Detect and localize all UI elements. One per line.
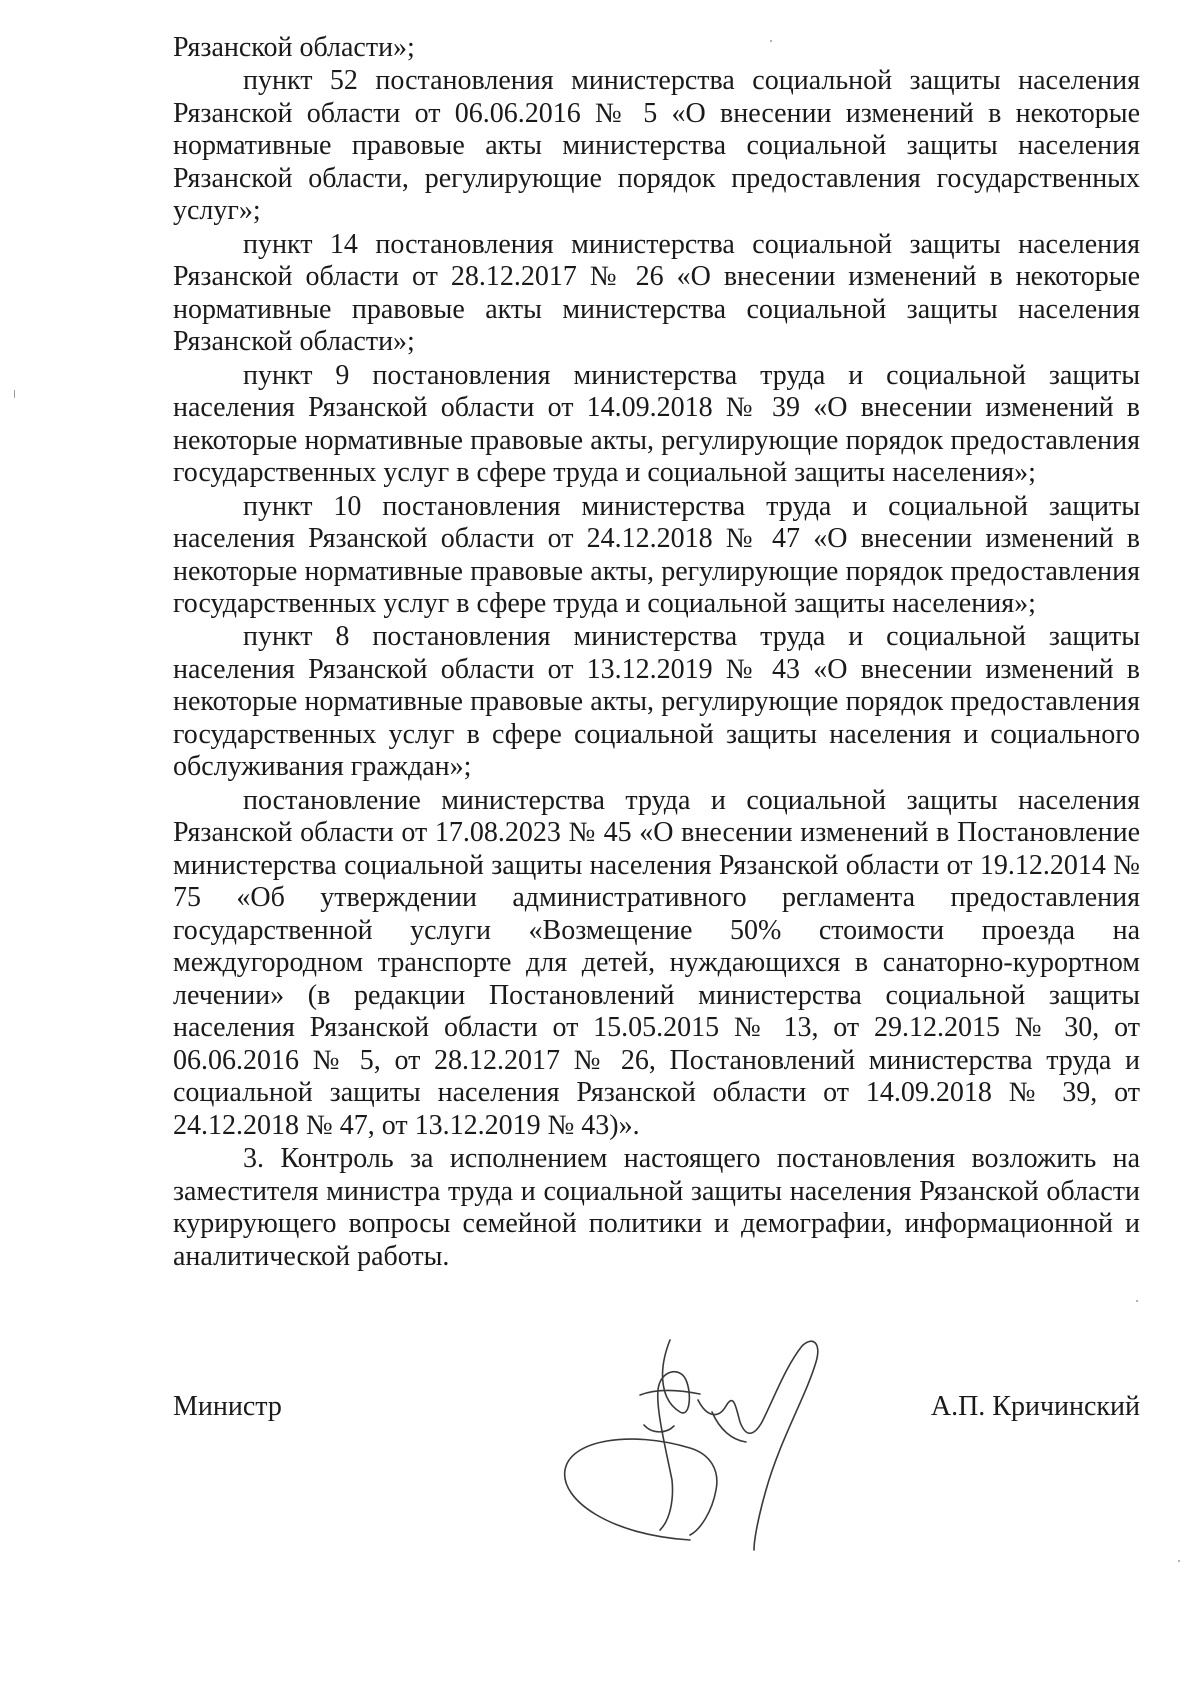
paragraph-0: Рязанской области»; [173,32,415,63]
signatory-name: А.П. Кричинский [930,1391,1140,1422]
paragraph-4: пункт 10 постановления министерства труда и социальной защиты населения Рязанской области от 24.12.2018 № 47 «О внесении изменений в некоторые нормативные правовые акты, регулирующие порядок предоставления государственных услуг в сфере труда и социальной защиты населения»; [173,490,1140,620]
paragraph-3: пункт 9 постановления министерства труда и социальной защиты населения Рязанской области от 14.09.2018 № 39 «О внесении изменений в некоторые нормативные правовые акты, регулирующие порядок предоставления государственных услуг в сфере труда и социальной защиты населения»; [173,359,1140,489]
signatory-title: Министр [173,1391,282,1422]
paragraph-5: пункт 8 постановления министерства труда и социальной защиты населения Рязанской области от 13.12.2019 № 43 «О внесении изменений в некоторые нормативные правовые акты, регулирующие порядок предоставления государственных услуг в сфере социальной защиты населения и социального обслуживания граждан»; [173,621,1140,783]
scan-speck [14,390,15,398]
handwritten-signature [540,1330,900,1570]
paragraph-1: пункт 52 постановления министерства социальной защиты населения Рязанской области от 06.06.2016 № 5 «О внесении изменений в некоторые нормативные правовые акты министерства социальной защиты населения Рязанской области, регулирующие порядок предоставления государственных услуг»; [173,65,1140,227]
paragraph-6: постановление министерства труда и социальной защиты населения Рязанской области от 17.08.2023 № 45 «О внесении изменений в Постановление министерства социальной защиты населения Рязанской области от 19.12.2014 № 75 «Об утверждении административного регламента предоставления государственной услуги «Возмещение 50% стоимости проезда на междугородном транспорте для детей, нуждающихся в санаторно-курортном лечении» (в редакции Постановлений министерства социальной защиты населения Рязанской области от 15.05.2015 № 13, от 29.12.2015 № 30, от 06.06.2016 № 5, от 28.12.2017 № 26, Постановлений министерства труда и социальной защиты населения Рязанской области от 14.09.2018 № 39, от 24.12.2018 № 47, от 13.12.2019 № 43)». [173,784,1140,1141]
paragraph-7: 3. Контроль за исполнением настоящего постановления возложить на заместителя министра труда и социальной защиты населения Рязанской области курирующего вопросы семейной политики и демографии, информационной и аналитической работы. [173,1143,1140,1272]
scan-speck [1178,1560,1180,1562]
paragraph-2: пункт 14 постановления министерства социальной защиты населения Рязанской области от 28.12.2017 № 26 «О внесении изменений в некоторые нормативные правовые акты министерства социальной защиты населения Рязанской области»; [173,228,1140,358]
scan-speck [770,40,772,42]
document-body [173,32,1140,1274]
scan-speck [1136,1300,1138,1302]
